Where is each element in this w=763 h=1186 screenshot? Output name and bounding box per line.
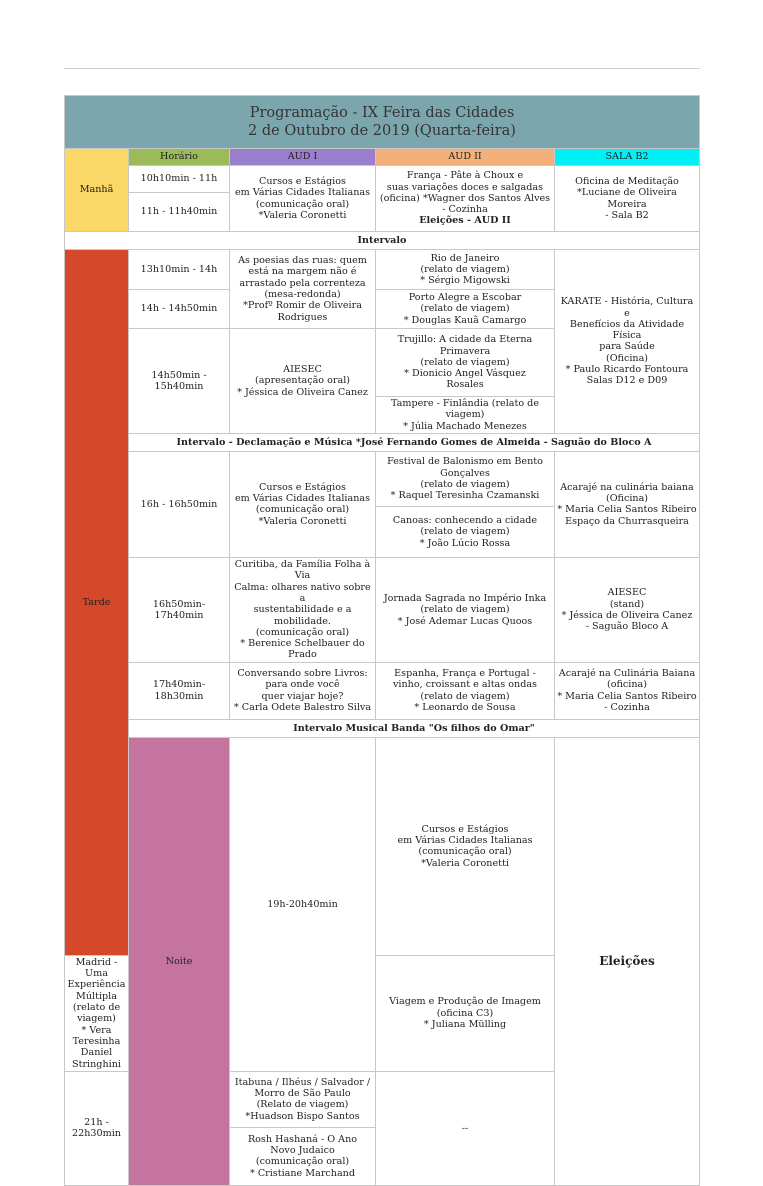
interval-row: Intervalo - Declamação e Música *José Fernando Gomes de Almeida - Saguão do Bloco A — [129, 433, 700, 451]
time-slot: 14h50min - 15h40min — [129, 329, 230, 434]
session-cell: Acarajé na culinária baiana (Oficina) * Maria Celia Santos Ribeiro Espaço da Churrasqueira — [555, 451, 700, 557]
time-slot: 17h40min-18h30min — [129, 662, 230, 719]
session-cell: Viagem e Produção de Imagem (oficina C3) * Juliana Mülling — [376, 955, 555, 1071]
session-cell: Cursos e Estágios em Várias Cidades Italianas (comunicação oral) *Valeria Coronetti — [230, 166, 376, 232]
schedule-title — [65, 96, 700, 149]
top-rule — [64, 68, 700, 69]
time-slot: 10h10min - 11h — [129, 166, 230, 193]
time-slot: 13h10min - 14h — [129, 250, 230, 290]
elections-cell: Eleições — [555, 737, 700, 1185]
session-cell: Festival de Balonismo em Bento Gonçalves (relato de viagem) * Raquel Teresinha Czamanski — [376, 451, 555, 506]
session-cell: Espanha, França e Portugal - vinho, croissant e altas ondas (relato de viagem) * Leonardo de Sousa — [376, 662, 555, 719]
time-slot: 14h - 14h50min — [129, 290, 230, 329]
session-cell: Conversando sobre Livros: para onde você quer viajar hoje? * Carla Odete Balestro Silva — [230, 662, 376, 719]
session-cell: Jornada Sagrada no Império Inka (relato de viagem) * José Ademar Lucas Quoos — [376, 557, 555, 662]
session-cell: Itabuna / Ilhéus / Salvador / Morro de São Paulo (Relato de viagem) *Huadson Bispo Santos — [230, 1071, 376, 1127]
title-line-2: 2 de Outubro de 2019 (Quarta-feira) — [248, 123, 516, 139]
schedule-table — [64, 95, 700, 1186]
header-sala-b2: SALA B2 — [555, 149, 700, 166]
time-slot: 21h - 22h30min — [65, 1071, 129, 1185]
header-aud1: AUD I — [230, 149, 376, 166]
header-horario: Horário — [129, 149, 230, 166]
period-manha: Manhã — [65, 149, 129, 232]
interval-row: Intervalo — [65, 232, 700, 250]
time-slot: 16h - 16h50min — [129, 451, 230, 557]
session-cell: Rosh Hashaná - O Ano Novo Judaico (comunicação oral) * Cristiane Marchand — [230, 1127, 376, 1185]
empty-session: -- — [376, 1071, 555, 1185]
session-cell: Cursos e Estágios em Várias Cidades Italianas (comunicação oral) *Valeria Coronetti — [376, 737, 555, 955]
period-noite: Noite — [129, 737, 230, 1185]
session-cell: França - Pâte à Choux e suas variações doces e salgadas (oficina) *Wagner dos Santos Alves - Cozinha Eleições - AUD II — [376, 166, 555, 232]
session-cell: As poesias das ruas: quem está na margem não é arrastado pela correnteza (mesa-redonda) *Profº Romir de Oliveira Rodrigues — [230, 250, 376, 329]
session-cell: Cursos e Estágios em Várias Cidades Italianas (comunicação oral) *Valeria Coronetti — [230, 451, 376, 557]
session-cell: KARATE - História, Cultura e Benefícios da Atividade Física para Saúde (Oficina) * Paulo Ricardo Fontoura Salas D12 e D09 — [555, 250, 700, 434]
time-slot: 11h - 11h40min — [129, 193, 230, 232]
session-cell: Acarajé na Culinária Baiana (oficina) * Maria Celia Santos Ribeiro - Cozinha — [555, 662, 700, 719]
header-aud2: AUD II — [376, 149, 555, 166]
time-slot: 16h50min-17h40min — [129, 557, 230, 662]
title-line-1: Programação - IX Feira das Cidades — [249, 104, 515, 121]
session-cell: Rio de Janeiro (relato de viagem) * Sérgio Migowski — [376, 250, 555, 290]
session-cell: Canoas: conhecendo a cidade (relato de viagem) * João Lúcio Rossa — [376, 506, 555, 557]
session-cell: Madrid - Uma Experiência Múltipla (relato de viagem) * Vera Teresinha Daniel Stringhini — [65, 955, 129, 1071]
session-cell: Tampere - Finlândia (relato de viagem) * Júlia Machado Menezes — [376, 397, 555, 434]
time-slot: 19h-20h40min — [230, 737, 376, 1071]
period-tarde: Tarde — [65, 250, 129, 956]
interval-row: Intervalo Musical Banda "Os filhos do Omar" — [129, 719, 700, 737]
session-cell: Trujillo: A cidade da Eterna Primavera (relato de viagem) * Dionicio Angel Vásquez Rosales — [376, 329, 555, 397]
elections-label: Eleições - AUD II — [419, 215, 511, 227]
session-cell: Curitiba, da Família Folha à Via Calma: olhares nativo sobre a sustentabilidade e a mobilidade. (comunicação oral) * Berenice Schelbauer do Prado — [230, 557, 376, 662]
session-cell: AIESEC (stand) * Jéssica de Oliveira Canez - Saguão Bloco A — [555, 557, 700, 662]
session-cell: AIESEC (apresentação oral) * Jéssica de Oliveira Canez — [230, 329, 376, 434]
session-cell: Oficina de Meditação *Luciane de Oliveira Moreira - Sala B2 — [555, 166, 700, 232]
session-cell: Porto Alegre a Escobar (relato de viagem) * Douglas Kauã Camargo — [376, 290, 555, 329]
